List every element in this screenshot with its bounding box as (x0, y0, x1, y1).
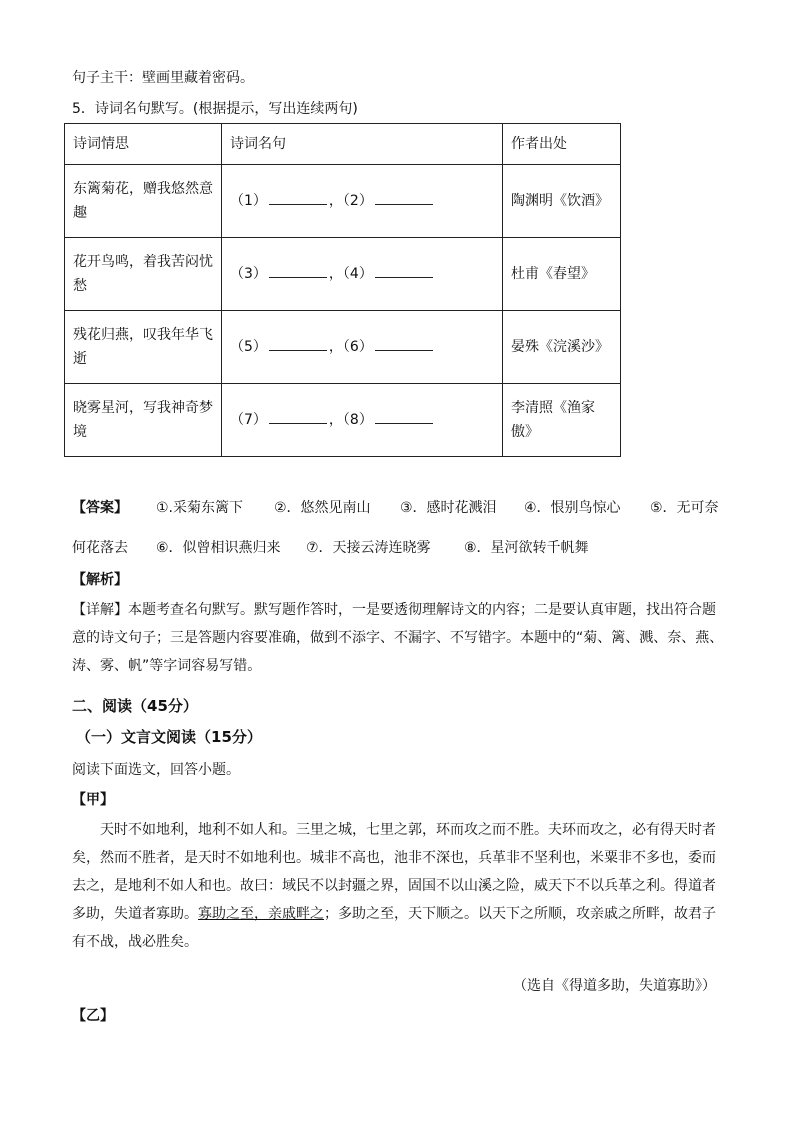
fill-cell: （7） ，（8） (222, 384, 503, 457)
fill-cell: （1） ，（2） (222, 165, 503, 238)
table-header-row (65, 124, 621, 165)
detail-paragraph (72, 596, 732, 680)
source-cell: 晏殊《浣溪沙》 (503, 311, 621, 384)
table-row (65, 165, 621, 238)
answer-blank[interactable] (375, 336, 433, 351)
answer-item: ③．感时花溅泪 (400, 500, 497, 516)
header-theme: 诗词情思 (65, 124, 222, 165)
passage-line: 有不战，战必胜矣。 (72, 934, 198, 950)
jia-label: 【甲】 (72, 792, 114, 808)
passage-line: 去之，是地利不如人和也。故曰：域民不以封疆之界，固国不以山溪之险，威天下不以兵革之利。得道者 (72, 878, 716, 894)
passage-line: 天时不如地利，地利不如人和。三里之城，七里之郭，环而攻之而不胜。夫环而攻之，必有得天时者 (100, 822, 716, 838)
answer-blank[interactable] (375, 190, 433, 205)
analysis-label: 【解析】 (72, 572, 128, 588)
fill-cell: （3） ，（4） (222, 238, 503, 311)
table-row (65, 384, 621, 457)
answer-item: ⑤．无可奈 (650, 500, 719, 516)
passage-line: 多助，失道者寡助。寡助之至，亲戚畔之；多助之至，天下顺之。以天下之所顺，攻亲戚之所畔，故君子 (72, 906, 716, 922)
answer-item: ④．恨别鸟惊心 (524, 500, 621, 516)
source-cell: 杜甫《春望》 (503, 238, 621, 311)
source-cell: 李清照《渔家傲》 (503, 384, 621, 457)
theme-cell: 花开鸟鸣，着我苦闷忧 愁 (65, 238, 222, 311)
poem-table (64, 123, 621, 457)
detail-line: 意的诗文句子；三是答题内容要准确，做到不添字、不漏字、不写错字。本题中的“菊、篱、溅、奈、燕、 (72, 630, 724, 646)
detail-line: 【详解】本题考查名句默写。默写题作答时，一是要透彻理解诗文的内容；二是要认真审题，找出符合题 (72, 602, 716, 618)
answer-blank[interactable] (269, 190, 327, 205)
theme-cell: 东篱菊花，赠我悠然意 趣 (65, 165, 222, 238)
header-source: 作者出处 (503, 124, 621, 165)
detail-line: 涛、雾、帆”等字词容易写错。 (72, 658, 262, 674)
answer-item: 何花落去 (72, 540, 128, 556)
answer-blank[interactable] (375, 409, 433, 424)
theme-cell: 残花归燕，叹我年华飞 逝 (65, 311, 222, 384)
answer-blank[interactable] (375, 263, 433, 278)
answer-label: 【答案】 (72, 500, 128, 516)
source-cell: 陶渊明《饮酒》 (503, 165, 621, 238)
underlined-sentence: 寡助之至，亲戚畔之 (198, 906, 324, 922)
instruction-text: 阅读下面选文，回答小题。 (72, 762, 240, 778)
answer-item: ⑦．天接云涛连晓雾 (306, 540, 431, 556)
table-row (65, 238, 621, 311)
fill-cell: （5） ，（6） (222, 311, 503, 384)
table-row (65, 311, 621, 384)
answer-blank[interactable] (269, 263, 327, 278)
answer-blank[interactable] (269, 336, 327, 351)
section-2-title: 二、阅读（45分） (72, 697, 198, 715)
answer-item: ⑥．似曾相识燕归来 (156, 540, 281, 556)
yi-label: 【乙】 (72, 1008, 114, 1024)
jia-passage (72, 816, 732, 956)
sentence-trunk-line: 句子主干：壁画里藏着密码。 (72, 70, 254, 86)
passage-line: 矣，然而不胜者，是天时不如地利也。城非不高也，池非不深也，兵革非不坚利也，米粟非不多也，委而 (72, 850, 716, 866)
header-lines: 诗词名句 (222, 124, 503, 165)
answer-blank[interactable] (269, 409, 327, 424)
answer-item: ②．悠然见南山 (274, 500, 371, 516)
question-5-title: 5．诗词名句默写。(根据提示，写出连续两句) (72, 101, 358, 117)
section-2-1-title: （一）文言文阅读（15分） (76, 728, 262, 746)
answer-item: ⑧．星河欲转千帆舞 (464, 540, 589, 556)
answer-item: ①.采菊东篱下 (156, 500, 244, 516)
source-note: （选自《得道多助，失道寡助》） (513, 978, 716, 994)
theme-cell: 晓雾星河，写我神奇梦 境 (65, 384, 222, 457)
